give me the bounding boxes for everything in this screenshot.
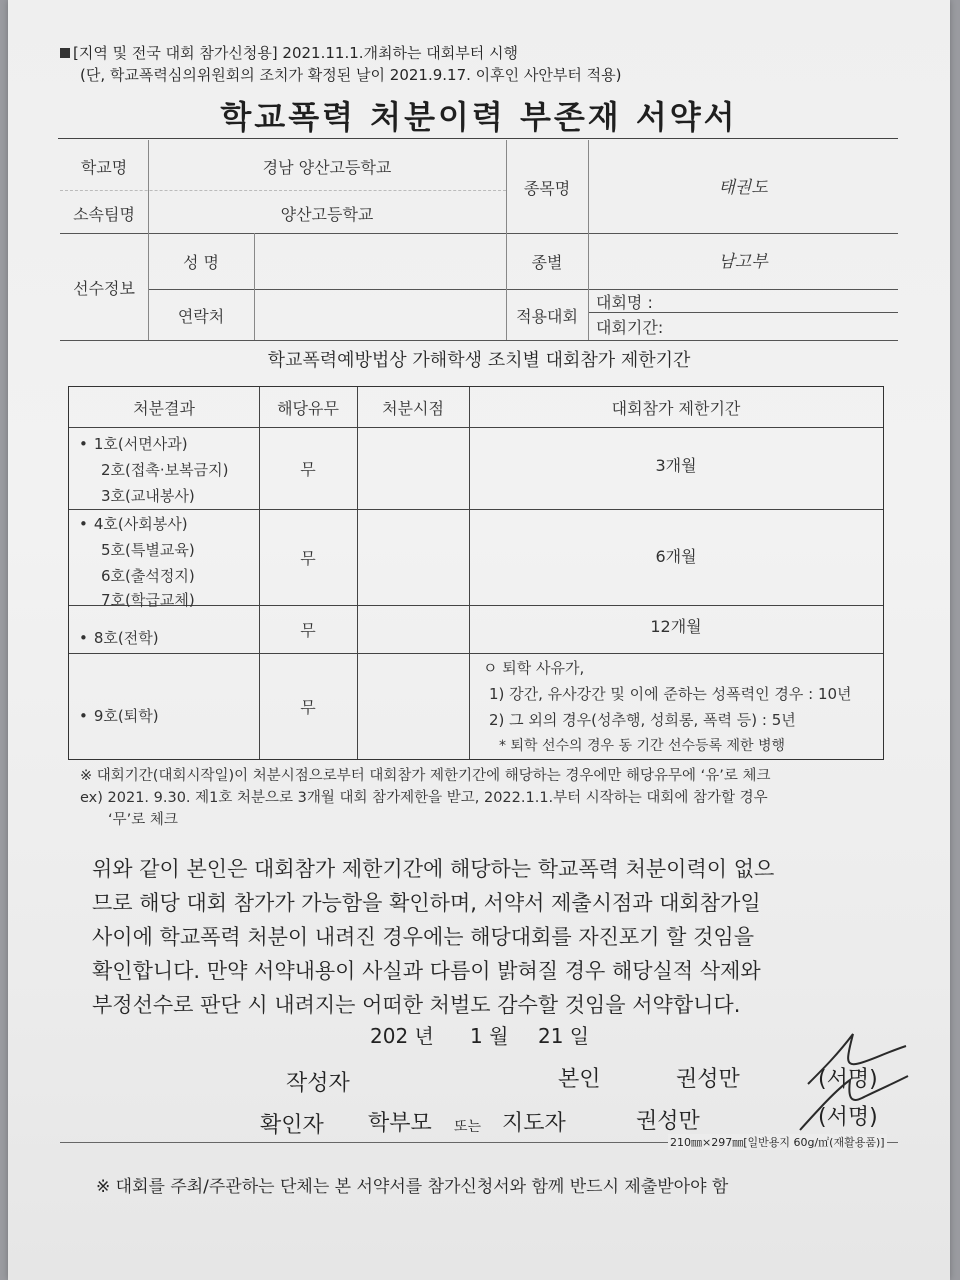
team-label: 소속팀명 bbox=[73, 204, 135, 224]
header-line-2: (단, 학교폭력심의위원회의 조치가 확정된 날이 2021.9.17. 이후인 사안부터 적용) bbox=[80, 66, 622, 84]
class-label: 종별 bbox=[531, 253, 563, 272]
table-row-4-limit-line-1: ㅇ 퇴학 사유가, bbox=[483, 659, 585, 677]
document-page bbox=[8, 0, 950, 1280]
table-row-1-item-3: 3호(교내봉사) bbox=[101, 487, 195, 505]
restriction-table bbox=[68, 386, 884, 760]
table-row-4-item-1: • 9호(퇴학) bbox=[79, 705, 159, 726]
pledge-line-2: 므로 해당 대회 참가가 가능함을 확인하며, 서약서 제출시점과 대회참가일 bbox=[92, 891, 761, 915]
writer-name: 권성만 bbox=[676, 1067, 740, 1092]
table-row-2-time bbox=[357, 509, 469, 605]
table-row-4-limit-line-2: 1) 강간, 유사강간 및 이에 준하는 성폭력인 경우 : 10년 bbox=[489, 685, 852, 703]
info-row-line bbox=[60, 190, 506, 191]
note-1: ※ 대회기간(대회시작일)이 처분시점으로부터 대회참가 제한기간에 해당하는 경우에만 해당유무에 ‘유’로 체크 bbox=[80, 768, 771, 784]
table-row-2-item-4: 7호(학급교체) bbox=[101, 591, 195, 609]
class-value: 남고부 bbox=[718, 251, 768, 272]
square-bullet-icon bbox=[60, 48, 70, 58]
table-row-3-applies: 무 bbox=[300, 620, 316, 640]
writer-label: 작성자 bbox=[286, 1071, 350, 1096]
title-underline bbox=[58, 138, 898, 139]
table-row-1-applies: 무 bbox=[300, 459, 316, 479]
table-row-2-applies: 무 bbox=[300, 548, 316, 568]
table-row-2-limit: 6개월 bbox=[655, 546, 697, 566]
table-row-3-time bbox=[357, 605, 469, 653]
comp-name-label: 대회명 : bbox=[596, 292, 653, 312]
player-info-label: 선수정보 bbox=[73, 278, 135, 298]
pledge-line-3: 사이에 학교폭력 처분이 내려진 경우에는 해당대회를 자진포기 할 것임을 bbox=[92, 925, 754, 949]
table-row-3-item-1: • 8호(전학) bbox=[79, 627, 159, 648]
name-label: 성 명 bbox=[183, 253, 219, 272]
signature-icon bbox=[778, 1024, 918, 1136]
confirmer-name: 권성만 bbox=[636, 1109, 700, 1134]
pledge-line-5: 부정선수로 판단 시 내려지는 어떠한 처벌도 감수할 것임을 서약합니다. bbox=[92, 993, 741, 1017]
table-row-1-time bbox=[357, 427, 469, 509]
confirmer-label: 확인자 bbox=[260, 1113, 324, 1138]
table-header-result: 처분결과 bbox=[133, 398, 195, 418]
date-day: 21 일 bbox=[538, 1024, 590, 1048]
date-month: 1 월 bbox=[470, 1024, 509, 1048]
note-2: ex) 2021. 9.30. 제1호 처분으로 3개월 대회 참가제한을 받고, 2022.1.1.부터 시작하는 대회에 참가할 경우 bbox=[80, 790, 768, 806]
header-line-1 bbox=[60, 42, 518, 63]
table-row-2-item-1: • 4호(사회봉사) bbox=[79, 513, 188, 534]
team-value: 양산고등학교 bbox=[280, 204, 374, 224]
table-row-line bbox=[69, 653, 883, 654]
table-row-1-item-2: 2호(접촉·보복금지) bbox=[101, 461, 229, 479]
table-row-4-limit-line-3: 2) 그 외의 경우(성추행, 성희롱, 폭력 등) : 5년 bbox=[489, 711, 796, 729]
date-year: 202 년 bbox=[370, 1024, 434, 1048]
paper-spec: 210㎜×297㎜[일반용지 60g/㎡(재활용품)] bbox=[670, 1136, 885, 1149]
info-row-line bbox=[60, 340, 898, 341]
header-line-1-text: [지역 및 전국 대회 참가신청용] 2021.11.1.개최하는 대회부터 시행 bbox=[73, 44, 518, 62]
table-row-4-limit-line-4: * 퇴학 선수의 경우 동 기간 선수등록 제한 병행 bbox=[499, 738, 786, 754]
comp-period-label: 대회기간: bbox=[596, 317, 664, 337]
pledge-line-4: 확인합니다. 만약 서약내용이 사실과 다름이 밝혀질 경우 해당실적 삭제와 bbox=[92, 959, 761, 983]
table-row-3-limit: 12개월 bbox=[650, 616, 702, 636]
table-row-2-item-2: 5호(특별교육) bbox=[101, 541, 195, 559]
table-row-4-applies: 무 bbox=[300, 697, 316, 717]
school-value: 경남 양산고등학교 bbox=[262, 157, 392, 177]
pledge-line-1: 위와 같이 본인은 대회참가 제한기간에 해당하는 학교폭력 처분이력이 없으 bbox=[92, 857, 775, 881]
event-value: 태권도 bbox=[718, 177, 768, 198]
table-header-time: 처분시점 bbox=[382, 398, 444, 418]
note-3: ‘무’로 체크 bbox=[108, 812, 178, 828]
document-title: 학교폭력 처분이력 부존재 서약서 bbox=[220, 98, 738, 136]
table-header-applies: 해당유무 bbox=[277, 398, 339, 418]
name-value bbox=[254, 234, 506, 289]
contact-label: 연락처 bbox=[177, 306, 225, 326]
applied-comp-label: 적용대회 bbox=[516, 306, 578, 326]
table-row-1-item-1: • 1호(서면사과) bbox=[79, 433, 188, 454]
table-row-4-time bbox=[357, 653, 469, 759]
table-row-2-item-3: 6호(출석정지) bbox=[101, 567, 195, 585]
sign-label-1: (서명) bbox=[818, 1067, 878, 1092]
section-title: 학교폭력예방법상 가해학생 조치별 대회참가 제한기간 bbox=[267, 350, 691, 371]
school-label: 학교명 bbox=[80, 157, 128, 177]
coach-label: 지도자 bbox=[502, 1111, 566, 1136]
contact-value bbox=[254, 290, 506, 340]
table-header-limit: 대회참가 제한기간 bbox=[611, 398, 741, 418]
or-label: 또는 bbox=[454, 1119, 482, 1135]
self-label: 본인 bbox=[558, 1067, 601, 1092]
event-label: 종목명 bbox=[523, 179, 571, 198]
footer-note: ※ 대회를 주최/주관하는 단체는 본 서약서를 참가신청서와 함께 반드시 제출받아야 함 bbox=[96, 1177, 729, 1197]
table-row-1-limit: 3개월 bbox=[655, 455, 697, 475]
parent-label: 학부모 bbox=[368, 1111, 432, 1136]
sign-label-2: (서명) bbox=[818, 1105, 878, 1130]
